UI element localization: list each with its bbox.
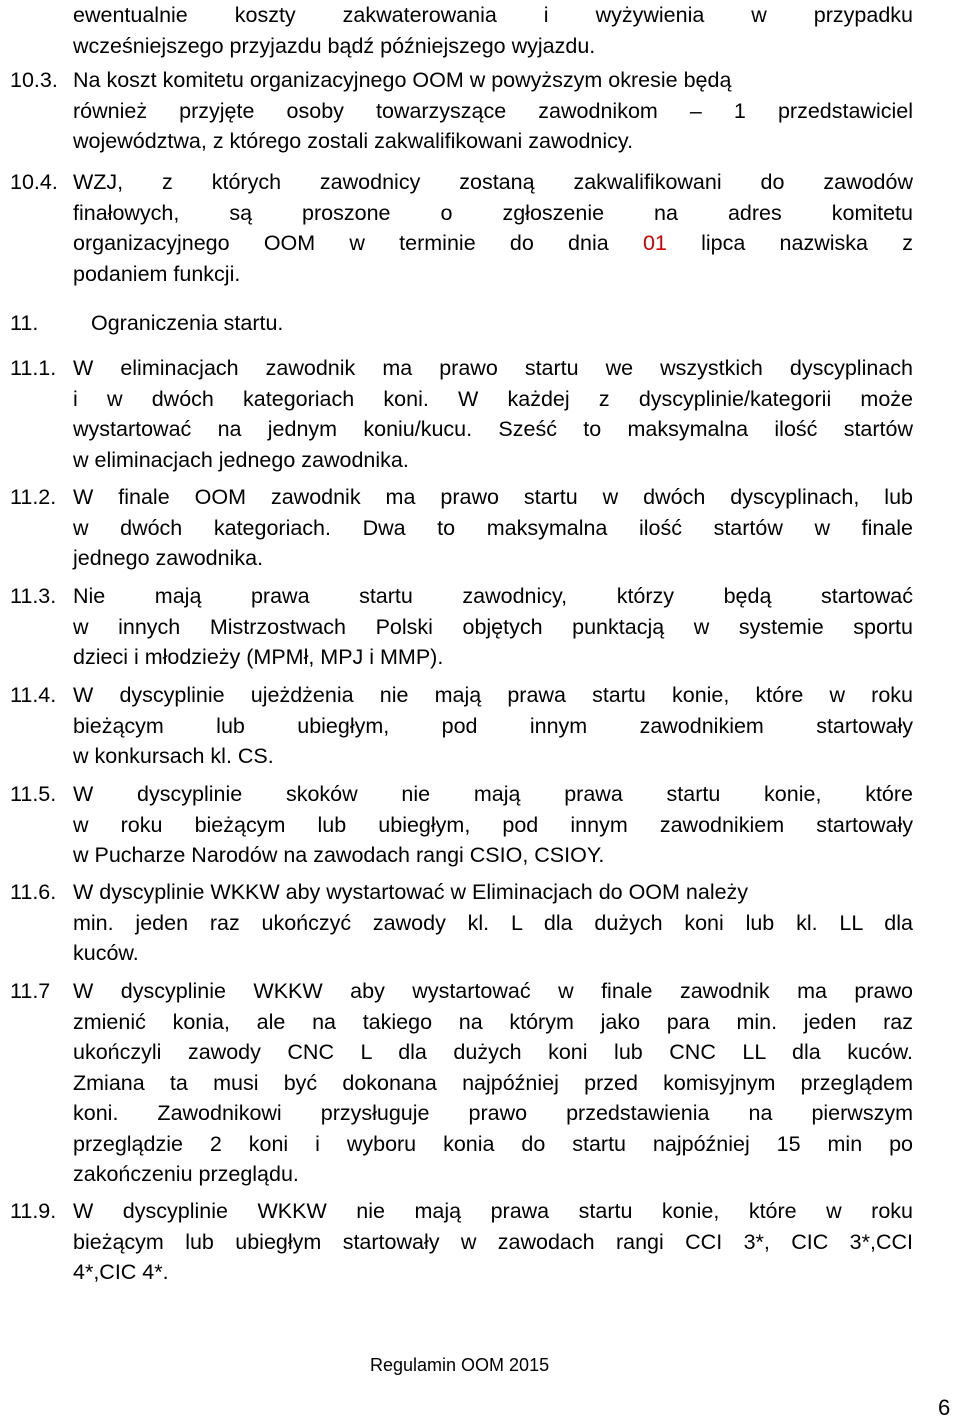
text-line: W dyscyplinie WKKW nie mają prawa startu konie, które w roku bbox=[73, 1199, 913, 1223]
text-line: w Pucharze Narodów na zawodach rangi CSIO, CSIOY. bbox=[73, 843, 605, 867]
text-line: W dyscyplinie WKKW aby wystartować w finale zawodnik ma prawo bbox=[73, 979, 913, 1003]
text-line: kuców. bbox=[73, 941, 139, 965]
page-number: 6 bbox=[938, 1395, 951, 1420]
text-line: w eliminacjach jednego zawodnika. bbox=[73, 447, 409, 472]
text-line: zmienić konia, ale na takiego na którym jako para min. jeden raz bbox=[73, 1009, 913, 1034]
text-line: W eliminacjach zawodnik ma prawo startu we wszystkich dyscyplinach bbox=[73, 356, 913, 380]
paragraph-11-3 bbox=[10, 581, 913, 673]
text-line: min. jeden raz ukończyć zawody kl. L dla dużych koni lub kl. LL dla bbox=[73, 910, 913, 935]
paragraph-11-4 bbox=[10, 680, 913, 772]
text-line: wcześniejszego przyjazdu bądź późniejszego wyjazdu. bbox=[73, 33, 596, 58]
text-line: W finale OOM zawodnik ma prawo startu w dwóch dyscyplinach, lub bbox=[73, 485, 913, 509]
text-line: bieżącym lub ubiegłym startowały w zawodach rangi CCI 3*, CIC 3*,CCI bbox=[73, 1229, 913, 1254]
text-line: w roku bieżącym lub ubiegłym, pod innym zawodnikiem startowały bbox=[73, 812, 913, 837]
text-line: W dyscyplinie skoków nie mają prawa startu konie, które bbox=[73, 782, 913, 806]
paragraph-number: 11.6. bbox=[10, 880, 57, 904]
text-line: finałowych, są proszone o zgłoszenie na adres komitetu bbox=[73, 200, 913, 225]
text-line: bieżącym lub ubiegłym, pod innym zawodnikiem startowały bbox=[73, 713, 913, 738]
paragraph-10-3 bbox=[10, 65, 913, 157]
page-footer: Regulamin OOM 2015 bbox=[370, 1355, 550, 1375]
section-title: Ograniczenia startu. bbox=[91, 311, 284, 335]
text-line: Na koszt komitetu organizacyjnego OOM w powyższym okresie będą bbox=[73, 68, 732, 92]
text-line-with-date: organizacyjnego OOM w terminie do dnia 01 lipca nazwiska z bbox=[73, 231, 913, 255]
paragraph-11-7 bbox=[10, 976, 913, 1190]
paragraph-11-1 bbox=[10, 353, 913, 475]
text-line: ewentualnie koszty zakwaterowania i wyżywienia w przypadku bbox=[73, 3, 913, 27]
paragraph-number: 11.4. bbox=[10, 683, 57, 707]
paragraph-number: 11.3. bbox=[10, 584, 57, 608]
text-line: podaniem funkcji. bbox=[73, 261, 241, 286]
paragraph-number: 11.2. bbox=[10, 485, 57, 509]
section-number: 11. bbox=[10, 311, 39, 335]
text-line: 4*,CIC 4*. bbox=[73, 1260, 169, 1284]
text-line: dzieci i młodzieży (MPMł, MPJ i MMP). bbox=[73, 645, 444, 669]
paragraph-number: 11.7 bbox=[10, 979, 51, 1003]
text-line: jednego zawodnika. bbox=[73, 546, 264, 570]
text-line: województwa, z którego zostali zakwalifikowani zawodnicy. bbox=[73, 129, 634, 153]
text-line: również przyjęte osoby towarzyszące zawodnikom – 1 przedstawiciel bbox=[73, 98, 913, 123]
paragraph-11-2 bbox=[10, 482, 913, 574]
text-line: ukończyli zawody CNC L dla dużych koni lub CNC LL dla kuców. bbox=[73, 1040, 913, 1064]
paragraph-number: 10.3. bbox=[10, 68, 58, 92]
text-line: w konkursach kl. CS. bbox=[73, 744, 274, 768]
paragraph-number: 11.1. bbox=[10, 356, 57, 380]
text-line: Zmiana ta musi być dokonana najpóźniej przed komisyjnym przeglądem bbox=[73, 1070, 913, 1095]
text-line: i w dwóch kategoriach koni. W każdej z dyscyplinie/kategorii może bbox=[73, 386, 913, 411]
paragraph-10-4 bbox=[10, 167, 913, 289]
paragraph-11-5 bbox=[10, 779, 913, 871]
text-line: wystartować na jednym koniu/kucu. Sześć to maksymalna ilość startów bbox=[73, 417, 913, 441]
paragraph-number: 11.5. bbox=[10, 782, 57, 806]
text-line: koni. Zawodnikowi przysługuje prawo przedstawienia na pierwszym bbox=[73, 1101, 913, 1125]
text-line: Nie mają prawa startu zawodnicy, którzy będą startować bbox=[73, 584, 913, 608]
paragraph-11-9 bbox=[10, 1196, 913, 1288]
paragraph-number: 11.9. bbox=[10, 1199, 57, 1223]
text-line: przeglądzie 2 koni i wyboru konia do startu najpóźniej 15 min po bbox=[73, 1131, 913, 1156]
text-line: W dyscyplinie WKKW aby wystartować w Eliminacjach do OOM należy bbox=[73, 880, 749, 904]
text-line: W dyscyplinie ujeżdżenia nie mają prawa startu konie, które w roku bbox=[73, 683, 913, 707]
paragraph-continuation bbox=[10, 0, 913, 61]
paragraph-11-6 bbox=[10, 877, 913, 969]
deadline-day: 01 bbox=[642, 231, 667, 255]
section-heading-11 bbox=[10, 308, 913, 339]
text-line: WZJ, z których zawodnicy zostaną zakwalifikowani do zawodów bbox=[73, 170, 913, 194]
text-line: w dwóch kategoriach. Dwa to maksymalna ilość startów w finale bbox=[73, 515, 913, 540]
text-line: w innych Mistrzostwach Polski objętych punktacją w systemie sportu bbox=[73, 614, 913, 639]
text-line: zakończeniu przeglądu. bbox=[73, 1162, 299, 1186]
paragraph-number: 10.4. bbox=[10, 170, 58, 194]
